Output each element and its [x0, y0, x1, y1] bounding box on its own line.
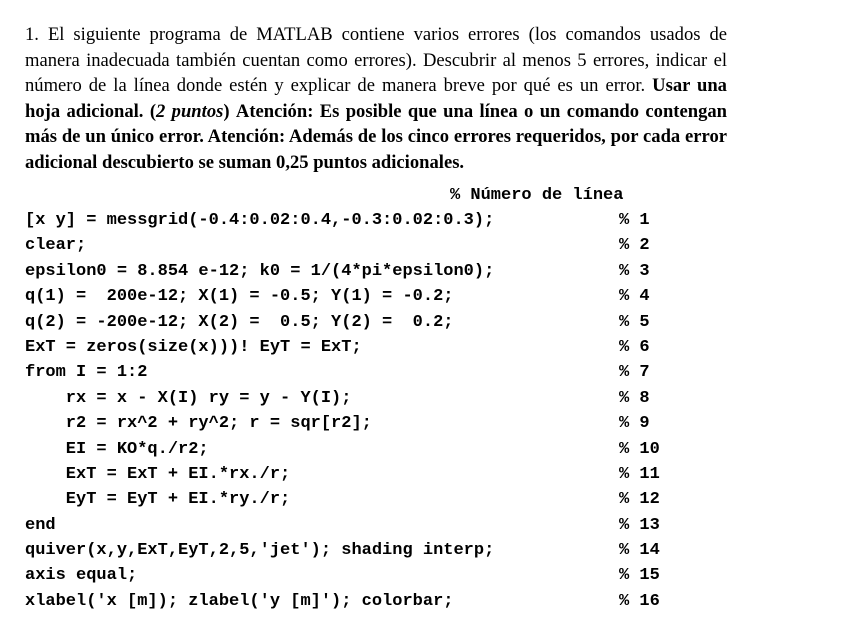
line-number-comment: % 3 [619, 261, 650, 281]
line-number-comment: % 1 [619, 211, 650, 230]
code-text: ExT = zeros(size(x)))! EyT = ExT; [25, 337, 362, 357]
code-line [25, 335, 685, 360]
code-line [25, 411, 685, 436]
line-number-comment: % 7 [619, 363, 650, 383]
line-number-header: % Número de línea [450, 186, 624, 205]
points-label: (2 puntos) [149, 100, 230, 122]
code-line [25, 259, 685, 284]
problem-number: 1. [25, 24, 39, 45]
code-text: ExT = ExT + EI.*rx./r; [25, 464, 291, 484]
code-line [25, 589, 685, 614]
line-number-comment: % 11 [619, 464, 660, 484]
code-line [25, 487, 685, 512]
code-line [25, 208, 685, 233]
code-text: epsilon0 = 8.854 e-12; k0 = 1/(4*pi*epsilon0); [25, 261, 495, 281]
code-text: EyT = EyT + EI.*ry./r; [25, 490, 291, 510]
code-line [25, 360, 685, 385]
line-number-comment: % 2 [619, 236, 650, 256]
code-text: quiver(x,y,ExT,EyT,2,5,'jet'); shading interp; [25, 541, 495, 561]
code-text: from I = 1:2 [25, 363, 148, 383]
code-text: xlabel('x [m]); zlabel('y [m]'); colorbar; [25, 591, 454, 611]
code-line [25, 462, 685, 487]
line-number-comment: % 13 [619, 515, 660, 535]
line-number-comment: % 10 [619, 439, 660, 459]
line-number-comment: % 16 [619, 591, 660, 611]
code-line [25, 284, 685, 309]
code-text: rx = x - X(I) ry = y - Y(I); [25, 388, 352, 408]
line-number-comment: % 15 [619, 566, 660, 586]
code-line [25, 437, 685, 462]
code-text: q(1) = 200e-12; X(1) = -0.5; Y(1) = -0.2; [25, 287, 454, 307]
instruction-bold: Usar una hoja adicional. [25, 75, 727, 122]
line-number-comment: % 12 [619, 490, 660, 510]
code-text: q(2) = -200e-12; X(2) = 0.5; Y(2) = 0.2; [25, 312, 454, 332]
code-line [25, 563, 685, 588]
code-line [25, 386, 685, 411]
line-number-comment: % 9 [619, 414, 650, 434]
problem-statement [25, 22, 727, 175]
note-bold: Atención: Es posible que una línea o un comando contengan más de un único error. Atención: Además de los cinco errores requeridos, por cada error adicional descubierto se suman 0,25 puntos adicionales. [25, 100, 728, 173]
line-number-comment: % 8 [619, 388, 650, 408]
line-number-comment: % 14 [619, 541, 660, 561]
line-number-comment: % 6 [619, 337, 650, 357]
line-number-comment: % 4 [619, 287, 650, 307]
code-line [25, 310, 685, 335]
code-text: [x y] = messgrid(-0.4:0.02:0.4,-0.3:0.02:0.3); [25, 211, 495, 230]
problem-intro: El siguiente programa de MATLAB contiene varios errores (los comandos usados de manera inadecuada también cuentan como errores). Descubrir al menos 5 errores, indicar el número de la línea donde estén y explicar de manera breve por qué es un error. [25, 24, 727, 96]
code-text: end [25, 515, 56, 535]
code-line [25, 538, 685, 563]
code-text: r2 = rx^2 + ry^2; r = sqr[r2]; [25, 414, 372, 434]
code-text: axis equal; [25, 566, 138, 586]
line-number-comment: % 5 [619, 312, 650, 332]
code-listing [25, 208, 685, 614]
code-text: EI = KO*q./r2; [25, 439, 209, 459]
code-line [25, 513, 685, 538]
code-line [25, 233, 685, 258]
code-text: clear; [25, 236, 87, 256]
